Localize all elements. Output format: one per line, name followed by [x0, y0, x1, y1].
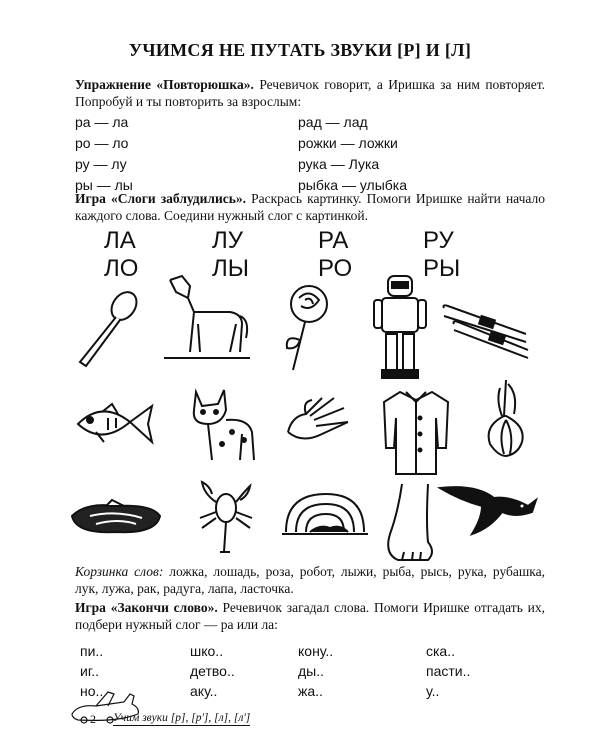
- exercise-2-heading: Игра «Слоги заблудились».: [75, 191, 247, 206]
- exercise-3-text: Речевичок загадал слова. Помоги Иришке отгадать их, подбери нужный слог — ра или ла:: [75, 600, 546, 632]
- paw-picture: [380, 482, 440, 564]
- word-stub: пасти..: [426, 663, 471, 679]
- word-stub: но..: [80, 683, 104, 699]
- syllable-pairs-left: [75, 112, 133, 196]
- exercise-2-instructions: [75, 190, 545, 224]
- spoon-picture: [72, 290, 142, 370]
- word-stub: пи..: [80, 643, 104, 659]
- crayfish-picture: [192, 478, 257, 558]
- pair-item: рожки — ложки: [298, 135, 398, 151]
- word-pairs-right: [298, 112, 407, 196]
- answer-column-4: [426, 641, 470, 701]
- lynx-picture: [182, 384, 262, 464]
- word-basket-label: Корзинка слов:: [75, 564, 164, 579]
- pair-item: рыбка — улыбка: [298, 177, 408, 193]
- syllable: РУ: [423, 227, 454, 254]
- pair-item: рад — лад: [298, 114, 368, 130]
- word-basket-words: ложка, лошадь, роза, робот, лыжи, рыба, рысь, рука, рубашка, лук, лужа, рак, радуга, лапа, ласточка.: [75, 564, 545, 596]
- hand-picture: [282, 392, 357, 447]
- rainbow-picture: [280, 488, 370, 538]
- robot-picture: [370, 272, 430, 384]
- pair-item: ру — лу: [75, 156, 127, 172]
- rose-picture: [275, 278, 345, 373]
- syllable: ЛУ: [212, 227, 243, 254]
- word-stub: детво..: [190, 663, 235, 679]
- page-title: УЧИМСЯ НЕ ПУТАТЬ ЗВУКИ [Р] И [Л]: [128, 40, 472, 60]
- syllable: ЛА: [104, 227, 136, 254]
- page-number: 2: [90, 712, 96, 726]
- word-stub: кону..: [298, 643, 334, 659]
- syllable: ЛЫ: [212, 255, 249, 282]
- shirt-picture: [378, 388, 453, 478]
- word-stub: жа..: [298, 683, 323, 699]
- word-basket: [75, 563, 545, 597]
- skis-picture: [440, 302, 530, 362]
- exercise-1-instructions: [75, 76, 545, 110]
- syllable: РА: [318, 227, 349, 254]
- syllable-group-la-lo: [104, 227, 138, 283]
- pair-item: ро — ло: [75, 135, 129, 151]
- answer-column-2: [190, 641, 235, 701]
- horse-picture: [160, 272, 255, 367]
- pair-item: ра — ла: [75, 114, 129, 130]
- pair-item: ры — лы: [75, 177, 133, 193]
- swallow-picture: [436, 478, 541, 538]
- exercise-1-text: Речевичок говорит, а Иришка за ним повторяет. Попробуй и ты повторить за взрослым:: [75, 77, 546, 109]
- syllable: ЛО: [104, 255, 139, 282]
- exercise-3-instructions: [75, 599, 545, 633]
- word-stub: иг..: [80, 663, 99, 679]
- running-footer: Учим звуки [р], [р'], [л], [л']: [113, 712, 251, 724]
- word-stub: ска..: [426, 643, 455, 659]
- word-stub: шко..: [190, 643, 224, 659]
- syllable: РЫ: [423, 255, 461, 282]
- exercise-3-heading: Игра «Закончи слово».: [75, 600, 218, 615]
- onion-picture: [478, 374, 533, 459]
- word-stub: аку..: [190, 683, 218, 699]
- answer-column-3: [298, 641, 333, 701]
- fish-picture: [72, 398, 157, 448]
- pair-item: рука — Лука: [298, 156, 380, 172]
- syllable-group-ra-ro: [318, 227, 352, 283]
- exercise-1-heading: Упражнение «Повторюшка».: [75, 77, 254, 92]
- word-stub: ды..: [298, 663, 325, 679]
- syllable: РО: [318, 255, 353, 282]
- puddle-picture: [66, 492, 166, 547]
- exercise-2-text: Раскрась картинку. Помоги Иришке найти начало каждого слова. Соедини нужный слог с картинкой.: [75, 191, 546, 223]
- word-stub: у..: [426, 683, 440, 699]
